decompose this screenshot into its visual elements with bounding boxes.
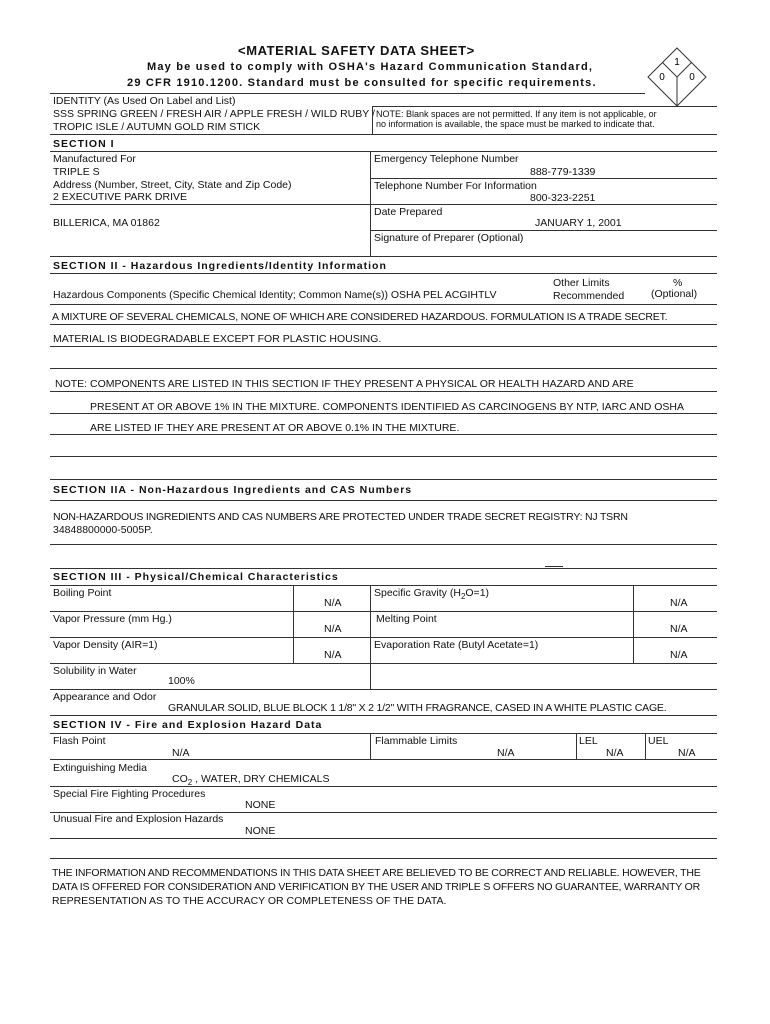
non-hazardous-text-1: NON-HAZARDOUS INGREDIENTS AND CAS NUMBERS ARE PROTECTED UNDER TRADE SECRET REGISTRY: NJ TSRN (53, 511, 628, 523)
lel-label: LEL (579, 735, 598, 747)
address-label: Address (Number, Street, City, State and Zip Code) (53, 179, 292, 191)
section-2a-heading: SECTION IIA - Non-Hazardous Ingredients and CAS Numbers (53, 484, 413, 496)
diamond-left-value: 0 (659, 72, 665, 83)
evaporation-rate-value: N/A (670, 649, 688, 661)
vapor-density-value: N/A (324, 649, 342, 661)
appearance-value: GRANULAR SOLID, BLUE BLOCK 1 1/8" X 2 1/2" WITH FRAGRANCE, CASED IN A WHITE PLASTIC CAGE. (168, 702, 667, 714)
osha-compliance-line-2: 29 CFR 1910.1200. Standard must be consulted for specific requirements. (127, 77, 597, 89)
date-prepared-value: JANUARY 1, 2001 (535, 217, 622, 229)
component-row-1: A MIXTURE OF SEVERAL CHEMICALS, NONE OF WHICH ARE CONSIDERED HAZARDOUS. FORMULATION IS A TRADE SECRET. (52, 311, 668, 323)
components-note-1: NOTE: COMPONENTS ARE LISTED IN THIS SECTION IF THEY PRESENT A PHYSICAL OR HEALTH HAZARD AND ARE (55, 378, 634, 390)
other-limits-header-1: Other Limits (553, 277, 610, 289)
melting-point-label: Melting Point (376, 613, 437, 625)
section-2-heading: SECTION II - Hazardous Ingredients/Identity Information (53, 260, 387, 272)
identity-label: IDENTITY (As Used On Label and List) (53, 95, 236, 107)
emergency-phone-label: Emergency Telephone Number (374, 153, 519, 165)
osha-compliance-line-1: May be used to comply with OSHA's Hazard Communication Standard, (147, 61, 594, 73)
boiling-point-value: N/A (324, 597, 342, 609)
other-limits-header-2: Recommended (553, 290, 625, 302)
unusual-hazards-value: NONE (245, 825, 276, 837)
uel-value: N/A (678, 747, 696, 759)
flammable-limits-label: Flammable Limits (375, 735, 458, 747)
identity-value-1: SSS SPRING GREEN / FRESH AIR / APPLE FRESH / WILD RUBY / (53, 108, 375, 120)
identity-note-2: no information is available, the space must be marked to indicate that. (376, 119, 655, 129)
page-title: <MATERIAL SAFETY DATA SHEET> (238, 43, 475, 58)
emergency-phone-value: 888-779-1339 (530, 166, 596, 178)
vapor-density-label: Vapor Density (AIR=1) (53, 639, 158, 651)
diamond-right-value: 0 (689, 72, 695, 83)
manufacturer-value: TRIPLE S (53, 166, 100, 178)
disclaimer-line-1: THE INFORMATION AND RECOMMENDATIONS IN THIS DATA SHEET ARE BELIEVED TO BE CORRECT AND RELIABLE. HOWEVER, THE (52, 867, 701, 879)
extinguishing-media-value: $CO_2$ , WATER, DRY CHEMICALS (172, 773, 330, 788)
specific-gravity-value: N/A (670, 597, 688, 609)
component-row-2: MATERIAL IS BIODEGRADABLE EXCEPT FOR PLASTIC HOUSING. (53, 333, 382, 345)
uel-label: UEL (648, 735, 669, 747)
melting-point-value: N/A (670, 623, 688, 635)
identity-value-2: TROPIC ISLE / AUTUMN GOLD RIM STICK (53, 121, 261, 133)
signature-label: Signature of Preparer (Optional) (374, 232, 524, 244)
section-4-heading: SECTION IV - Fire and Explosion Hazard Data (53, 719, 323, 731)
identity-note-1: NOTE: Blank spaces are not permitted. If any item is not applicable, or (376, 109, 657, 119)
special-procedures-label: Special Fire Fighting Procedures (53, 788, 206, 800)
solubility-value: 100% (168, 675, 195, 687)
vapor-pressure-value: N/A (324, 623, 342, 635)
lel-value: N/A (606, 747, 624, 759)
flammable-limits-value: N/A (497, 747, 515, 759)
special-procedures-value: NONE (245, 799, 276, 811)
hazard-diamond-icon (646, 46, 708, 108)
hazardous-components-header: Hazardous Components (Specific Chemical Identity; Common Name(s)) OSHA PEL ACGIHTLV (53, 289, 497, 301)
components-note-2: PRESENT AT OR ABOVE 1% IN THE MIXTURE. COMPONENTS IDENTIFIED AS CARCINOGENS BY NTP, IARC AND OSHA (90, 401, 684, 413)
appearance-label: Appearance and Odor (53, 691, 157, 703)
flash-point-value: N/A (172, 747, 190, 759)
percent-header-1: % (673, 277, 683, 289)
date-prepared-label: Date Prepared (374, 206, 443, 218)
evaporation-rate-label: Evaporation Rate (Butyl Acetate=1) (374, 639, 539, 651)
address-city: BILLERICA, MA 01862 (53, 217, 160, 229)
specific-gravity-label: Specific Gravity $(H_2O=1)$ (374, 587, 490, 602)
extinguishing-media-label: Extinguishing Media (53, 762, 147, 774)
info-phone-label: Telephone Number For Information (374, 180, 537, 192)
disclaimer-line-3: REPRESENTATION AS TO THE ACCURACY OR COMPLETENESS OF THE DATA. (52, 895, 447, 907)
section-3-heading: SECTION III - Physical/Chemical Characteristics (53, 571, 339, 583)
components-note-3: ARE LISTED IF THEY ARE PRESENT AT OR ABOVE 0.1% IN THE MIXTURE. (90, 422, 460, 434)
diamond-top-value: 1 (674, 57, 680, 68)
flash-point-label: Flash Point (53, 735, 106, 747)
vapor-pressure-label: Vapor Pressure (mm Hg.) (53, 613, 172, 625)
non-hazardous-text-2: 34848800000-5005P. (53, 524, 153, 536)
percent-header-2: (Optional) (651, 288, 698, 300)
solubility-label: Solubility in Water (53, 665, 137, 677)
address-street: 2 EXECUTIVE PARK DRIVE (53, 191, 188, 203)
manufactured-for-label: Manufactured For (53, 153, 136, 165)
disclaimer-line-2: DATA IS OFFERED FOR CONSIDERATION AND VERIFICATION BY THE USER AND TRIPLE S OFFERS NO GUARANTEE, WARRANTY OR (52, 881, 700, 893)
info-phone-value: 800-323-2251 (530, 192, 596, 204)
boiling-point-label: Boiling Point (53, 587, 112, 599)
unusual-hazards-label: Unusual Fire and Explosion Hazards (53, 813, 224, 825)
section-1-heading: SECTION I (53, 138, 115, 150)
